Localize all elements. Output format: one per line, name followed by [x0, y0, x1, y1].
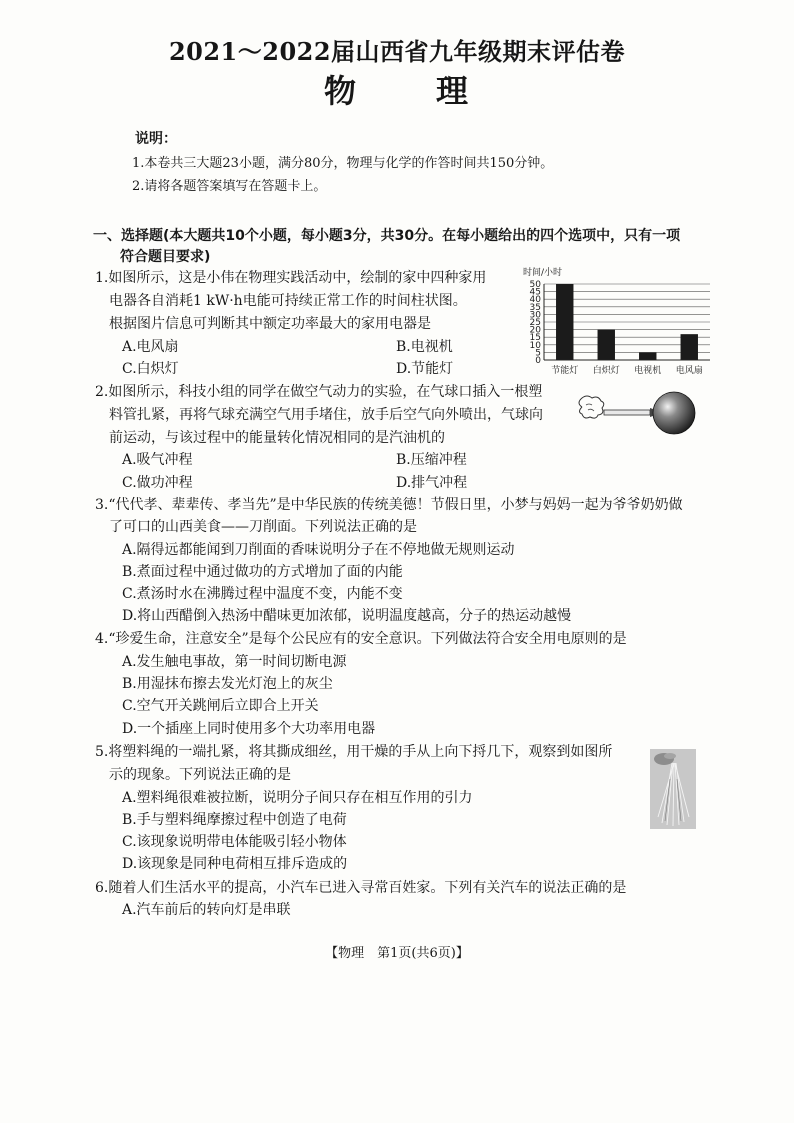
balloon-illustration	[574, 389, 698, 441]
chart-ytick-label: 20	[529, 325, 541, 336]
q5-option-a: A.塑料绳很难被拉断，说明分子间只存在相互作用的引力	[122, 790, 473, 806]
q3-option-d: D.将山西醋倒入热汤中醋味更加浓郁，说明温度越高，分子的热运动越慢	[122, 608, 572, 624]
q3-line-2: 了可口的山西美食——刀削面。下列说法正确的是	[109, 519, 417, 535]
chart-ytick-label: 15	[529, 333, 541, 344]
note-item-2: 2.请将各题答案填写在答题卡上。	[132, 179, 327, 194]
q6-option-a: A.汽车前后的转向灯是串联	[122, 902, 291, 918]
chart-ytick-label: 45	[529, 287, 541, 298]
q1-option-c: C.白炽灯	[122, 361, 179, 377]
q3-option-c: C.煮汤时水在沸腾过程中温度不变，内能不变	[122, 586, 403, 602]
q3-line-1: 3.“代代孝、辈辈传、孝当先”是中华民族的传统美德！节假日里，小梦与妈妈一起为爷爷奶奶做	[95, 497, 683, 513]
air-puff-icon	[579, 396, 604, 418]
chart-ytick-label: 25	[529, 318, 541, 328]
chart-ytick-label: 50	[529, 280, 541, 290]
note-item-1: 1.本卷共三大题23小题，满分80分，物理与化学的作答时间共150分钟。	[132, 156, 554, 171]
q1-option-d: D.节能灯	[396, 361, 454, 377]
plastic-rope-photo	[650, 749, 696, 829]
q1-line-2: 电器各自消耗1 kW·h电能可持续正常工作的时间柱状图。	[109, 293, 467, 309]
subject-char-1: 物	[323, 72, 358, 110]
subject-char-2: 理	[436, 72, 471, 110]
chart-ytick-label: 40	[529, 295, 541, 306]
chart-ylabel: 时间/小时	[523, 268, 563, 278]
chart-ytick-label: 35	[529, 302, 541, 313]
q3-option-b: B.煮面过程中通过做功的方式增加了面的内能	[122, 564, 403, 580]
balloon-icon	[653, 392, 695, 434]
q2-line-3: 前运动，与该过程中的能量转化情况相同的是汽油机的	[109, 430, 445, 446]
chart-category-label: 电视机	[634, 366, 662, 376]
q5-line-1: 5.将塑料绳的一端扎紧，将其撕成细丝，用干燥的手从上向下捋几下，观察到如图所	[95, 744, 613, 760]
plastic-tube	[604, 410, 650, 415]
q4-option-b: B.用湿抹布擦去发光灯泡上的灰尘	[122, 676, 333, 692]
notes-heading: 说明：	[135, 131, 177, 147]
chart-bar	[598, 330, 615, 360]
chart-ytick-label: 0	[535, 356, 541, 366]
page-footer: 【物理 第1页(共6页)】	[325, 946, 469, 961]
chart-ytick-label: 10	[529, 340, 541, 351]
q2-option-d: D.排气冲程	[396, 475, 468, 491]
q5-option-b: B.手与塑料绳摩擦过程中创造了电荷	[122, 812, 347, 828]
q2-line-1: 2.如图所示，科技小组的同学在做空气动力的实验，在气球口插入一根塑	[95, 384, 543, 400]
chart-category-label: 白炽灯	[592, 366, 620, 376]
section-heading-line1: 一、选择题(本大题共10个小题，每小题3分，共30分。在每小题给出的四个选项中，只有一项	[93, 228, 681, 244]
q2-option-c: C.做功冲程	[122, 475, 193, 491]
q2-option-b: B.压缩冲程	[396, 452, 467, 468]
chart-bar	[639, 352, 656, 360]
q2-option-a: A.吸气冲程	[122, 452, 193, 468]
usage-time-bar-chart	[520, 264, 716, 378]
chart-category-label: 电风扇	[675, 366, 703, 376]
chart-ytick-label: 30	[529, 310, 541, 321]
q4-line-1: 4.“珍爱生命，注意安全”是每个公民应有的安全意识。下列做法符合安全用电原则的是	[95, 631, 627, 647]
q6-line-1: 6.随着人们生活水平的提高，小汽车已进入寻常百姓家。下列有关汽车的说法正确的是	[95, 880, 627, 896]
chart-bar	[681, 334, 698, 360]
q4-option-d: D.一个插座上同时使用多个大功率用电器	[122, 721, 376, 737]
chart-ytick-label: 5	[535, 348, 541, 359]
section-heading-line2: 符合题目要求)	[120, 249, 211, 265]
q1-option-a: A.电风扇	[122, 339, 179, 355]
q5-option-d: D.该现象是同种电荷相互排斥造成的	[122, 856, 348, 872]
q4-option-c: C.空气开关跳闸后立即合上开关	[122, 698, 319, 714]
q5-line-2: 示的现象。下列说法正确的是	[109, 767, 291, 783]
exam-title: 2021～2022届山西省九年级期末评估卷	[168, 37, 626, 66]
chart-category-label: 节能灯	[551, 366, 579, 376]
q2-line-2: 料管扎紧，再将气球充满空气用手堵住，放手后空气向外喷出，气球向	[109, 407, 543, 423]
q1-line-1: 1.如图所示，这是小伟在物理实践活动中，绘制的家中四种家用	[95, 270, 487, 286]
q4-option-a: A.发生触电事故，第一时间切断电源	[122, 654, 347, 670]
q5-option-c: C.该现象说明带电体能吸引轻小物体	[122, 834, 347, 850]
subject-title	[0, 66, 794, 112]
q3-option-a: A.隔得远都能闻到刀削面的香味说明分子在不停地做无规则运动	[122, 542, 515, 558]
q1-option-b: B.电视机	[396, 339, 453, 355]
q1-line-3: 根据图片信息可判断其中额定功率最大的家用电器是	[109, 316, 431, 332]
chart-bar	[556, 284, 573, 360]
